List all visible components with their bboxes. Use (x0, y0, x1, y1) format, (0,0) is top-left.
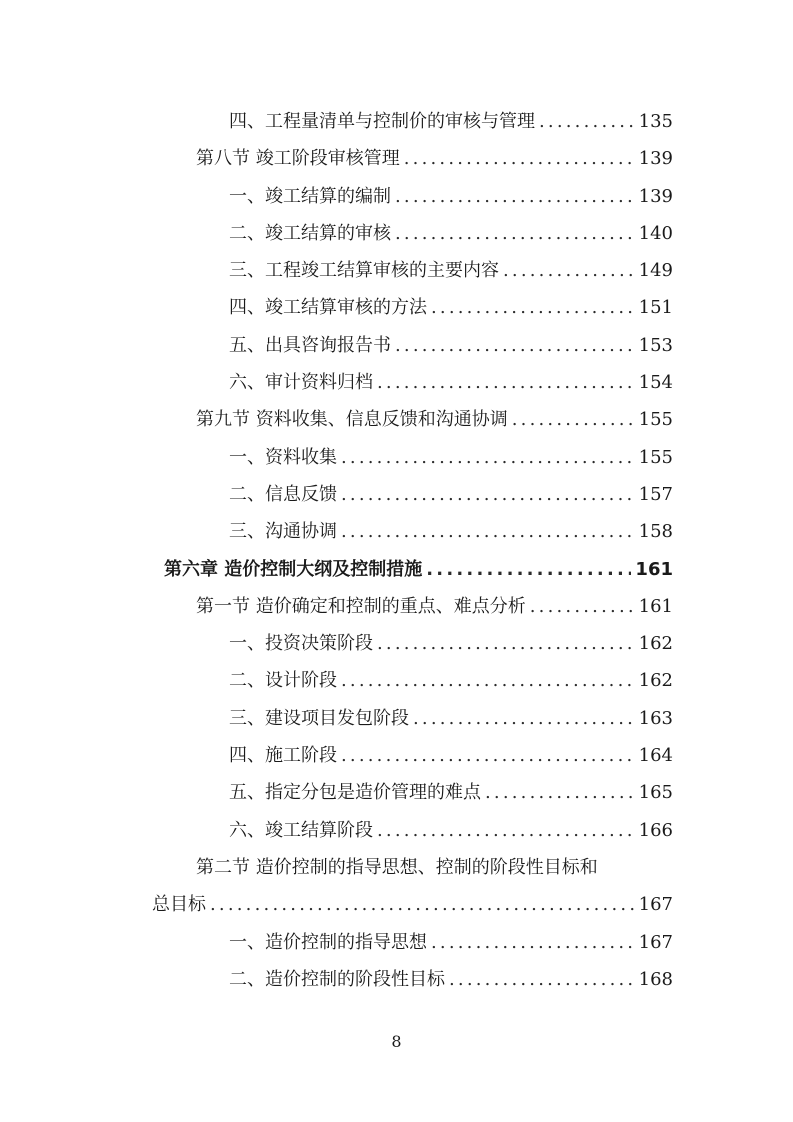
page-number: 8 (391, 1032, 402, 1051)
toc-entry[interactable] (0, 697, 793, 734)
toc-entry[interactable] (0, 771, 793, 808)
toc-entry[interactable] (0, 958, 793, 995)
toc-entry[interactable] (0, 212, 793, 249)
toc-entry-page: 161 (638, 595, 673, 617)
toc-entry-label: 二、设计阶段 (229, 670, 337, 692)
toc-entry[interactable] (0, 585, 793, 622)
toc-entry[interactable] (0, 734, 793, 771)
toc-entry[interactable] (0, 249, 793, 286)
dot-leader (512, 409, 635, 430)
dot-leader (449, 969, 635, 990)
dot-leader (395, 186, 635, 207)
toc-entry-page: 153 (638, 334, 673, 356)
dot-leader (377, 633, 635, 654)
dot-leader (485, 782, 635, 803)
table-of-contents (0, 100, 793, 995)
toc-entry-page: 151 (638, 297, 673, 319)
dot-leader (404, 148, 635, 169)
toc-entry-label: 四、竣工结算审核的方法 (229, 297, 427, 319)
toc-entry-page: 155 (638, 446, 673, 468)
toc-entry-page: 154 (638, 372, 673, 394)
toc-chapter-entry[interactable] (0, 548, 793, 585)
toc-entry-page: 167 (638, 894, 673, 916)
toc-entry-label: 一、资料收集 (229, 446, 337, 468)
toc-entry-label: 三、建设项目发包阶段 (229, 707, 409, 729)
dot-leader (431, 932, 635, 953)
toc-entry-page: 166 (638, 819, 673, 841)
dot-leader (395, 223, 635, 244)
dot-leader (377, 372, 635, 393)
toc-entry-page: 161 (635, 558, 673, 580)
toc-entry-page: 135 (638, 111, 673, 132)
dot-leader (341, 484, 635, 505)
toc-entry-label: 四、施工阶段 (229, 745, 337, 767)
toc-entry-label: 一、投资决策阶段 (229, 633, 373, 655)
toc-entry-wrapped-first-line[interactable] (0, 846, 793, 883)
dot-leader (413, 708, 635, 729)
dot-leader (377, 820, 635, 841)
toc-entry-page: 140 (638, 222, 673, 244)
toc-entry-page: 164 (638, 745, 673, 767)
toc-entry-label: 一、造价控制的指导思想 (229, 931, 427, 953)
toc-entry[interactable] (0, 286, 793, 323)
dot-leader (341, 447, 635, 468)
dot-leader (503, 260, 635, 281)
toc-entry-label: 第八节 竣工阶段审核管理 (196, 148, 400, 170)
toc-entry-page: 149 (638, 260, 673, 282)
toc-entry-label: 第一节 造价确定和控制的重点、难点分析 (196, 595, 526, 617)
toc-entry-page: 168 (638, 968, 673, 990)
toc-entry[interactable] (0, 398, 793, 435)
toc-entry[interactable] (0, 510, 793, 547)
dot-leader (341, 670, 635, 691)
toc-entry-page: 157 (638, 483, 673, 505)
toc-entry-page: 162 (638, 670, 673, 692)
toc-entry-label: 第二节 造价控制的指导思想、控制的阶段性目标和 (196, 856, 598, 878)
dot-leader (341, 745, 635, 766)
toc-entry-page: 167 (638, 931, 673, 953)
toc-entry-label: 六、审计资料归档 (229, 372, 373, 394)
dot-leader (341, 521, 635, 542)
toc-entry[interactable] (0, 436, 793, 473)
toc-entry-label: 五、指定分包是造价管理的难点 (229, 782, 481, 804)
toc-entry[interactable] (0, 921, 793, 958)
dot-leader (210, 894, 635, 915)
toc-entry-label: 一、竣工结算的编制 (229, 185, 391, 207)
toc-entry[interactable] (0, 622, 793, 659)
toc-entry-label: 二、造价控制的阶段性目标 (229, 968, 445, 990)
dot-leader (395, 335, 635, 356)
toc-entry-label: 五、出具咨询报告书 (229, 334, 391, 356)
toc-entry[interactable] (0, 473, 793, 510)
toc-entry[interactable] (0, 175, 793, 212)
dot-leader (426, 559, 631, 580)
toc-entry-label: 二、信息反馈 (229, 483, 337, 505)
toc-entry-continuation[interactable] (0, 883, 793, 920)
dot-leader (539, 111, 635, 132)
toc-entry-label: 三、工程竣工结算审核的主要内容 (229, 260, 499, 282)
toc-entry-label: 总目标 (152, 894, 206, 916)
toc-entry[interactable] (0, 809, 793, 846)
toc-entry-page: 162 (638, 633, 673, 655)
toc-entry-page: 165 (638, 782, 673, 804)
toc-entry-page: 163 (638, 707, 673, 729)
toc-entry-page: 139 (638, 185, 673, 207)
toc-entry-label: 第六章 造价控制大纲及控制措施 (164, 558, 423, 580)
toc-entry-page: 155 (638, 409, 673, 431)
toc-entry[interactable] (0, 137, 793, 174)
toc-entry-label: 四、工程量清单与控制价的审核与管理 (229, 111, 535, 132)
dot-leader (431, 297, 635, 318)
toc-entry-label: 第九节 资料收集、信息反馈和沟通协调 (196, 409, 508, 431)
dot-leader (530, 596, 635, 617)
toc-entry[interactable] (0, 100, 793, 137)
toc-entry-page: 158 (638, 521, 673, 543)
toc-entry[interactable] (0, 324, 793, 361)
toc-entry-page: 139 (638, 148, 673, 170)
toc-entry-label: 二、竣工结算的审核 (229, 222, 391, 244)
toc-entry-label: 三、沟通协调 (229, 521, 337, 543)
toc-entry-label: 六、竣工结算阶段 (229, 819, 373, 841)
toc-entry[interactable] (0, 361, 793, 398)
toc-entry[interactable] (0, 659, 793, 696)
